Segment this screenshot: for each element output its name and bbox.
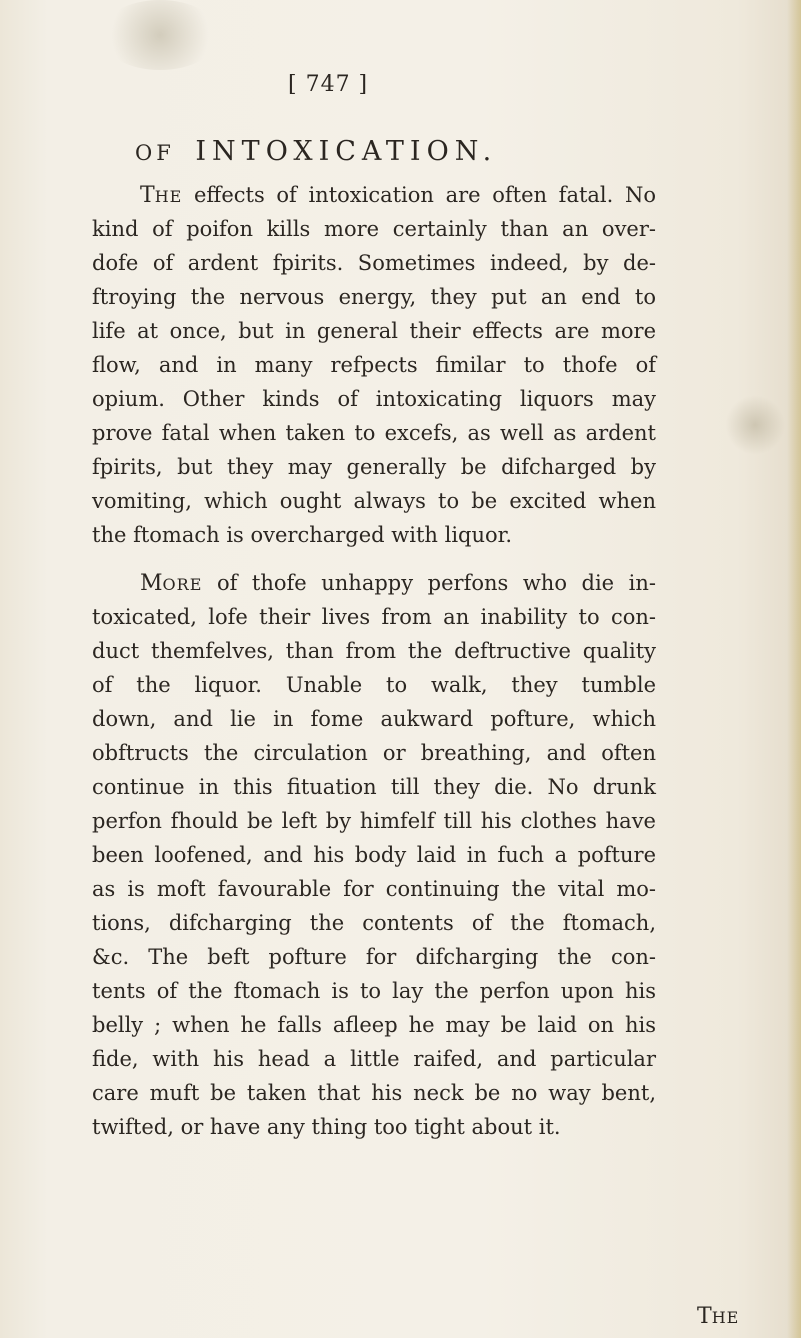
paragraph-1-line-text: effects of intoxication are often fatal. No [193,183,656,207]
paragraph-1-lead-cap: T [140,183,155,208]
paper-stain [725,395,785,455]
chapter-title [135,136,497,167]
paragraph-2-line: tents of the ftomach is to lay the perfon upon his [92,979,656,1003]
catchword-cap: T [697,1304,712,1329]
paper-stain [100,0,220,70]
paragraph-2-line: &c. The beft pofture for difcharging the con- [92,945,656,969]
paragraph-2-line-1 [140,566,656,600]
paragraph-1-line: kind of poifon kills more certainly than an over- [92,217,656,241]
catchword [697,1304,739,1329]
page-edge-shadow [787,0,801,1338]
chapter-title-main: INTOXICATION. [195,136,498,167]
paragraph-1-line: prove fatal when taken to excefs, as well as ardent [92,421,656,445]
paragraph-2-line: down, and lie in fome aukward pofture, which [92,707,656,731]
paragraph-1-line: dofe of ardent fpirits. Sometimes indeed, by de- [92,251,656,275]
paragraph-2-line: belly ; when he falls afleep he may be laid on his [92,1013,656,1037]
paragraph-2-line: obftructs the circulation or breathing, and often [92,741,656,765]
paragraph-1-line: the ftomach is overcharged with liquor. [92,523,513,547]
paragraph-2-line: toxicated, lofe their lives from an inability to con- [92,605,656,629]
paragraph-2-line: continue in this fituation till they die. No drunk [92,775,656,799]
paragraph-2-line: been loofened, and his body laid in fuch a pofture [92,843,656,867]
paragraph-2-line: twifted, or have any thing too tight about it. [92,1115,561,1139]
paragraph-2-line: tions, difcharging the contents of the ftomach, [92,911,656,935]
paragraph-1-line: opium. Other kinds of intoxicating liquors may [92,387,656,411]
paragraph-2-line: as is moft favourable for continuing the vital mo- [92,877,656,901]
paragraph-1-line-1 [140,178,656,212]
paragraph-1-line: flow, and in many refpects fimilar to thofe of [92,353,656,377]
paragraph-2-line: of the liquor. Unable to walk, they tumble [92,673,656,697]
paragraph-2-line: duct themfelves, than from the deftructive quality [92,639,656,663]
paragraph-2-lead-cap: M [140,571,163,596]
paragraph-2-line: perfon fhould be left by himfelf till his clothes have [92,809,656,833]
catchword-smallcaps: HE [711,1308,740,1327]
paragraph-1-line: ftroying the nervous energy, they put an end to [92,285,656,309]
paragraph-1-lead-smallcaps: HE [154,187,183,206]
paragraph-1-line: fpirits, but they may generally be difcharged by [92,455,656,479]
page-number: [ 747 ] [288,72,369,97]
paragraph-2-line-text: of thofe unhappy perfons who die in- [216,571,656,595]
paragraph-1-line: vomiting, which ought always to be excited when [92,489,656,513]
paragraph-1-line: life at once, but in general their effects are more [92,319,656,343]
paragraph-2-line: fide, with his head a little raifed, and particular [92,1047,656,1071]
chapter-title-of: OF [135,141,175,165]
paragraph-2-line: care muft be taken that his neck be no way bent, [92,1081,656,1105]
paragraph-2-lead-smallcaps: ORE [162,575,203,594]
